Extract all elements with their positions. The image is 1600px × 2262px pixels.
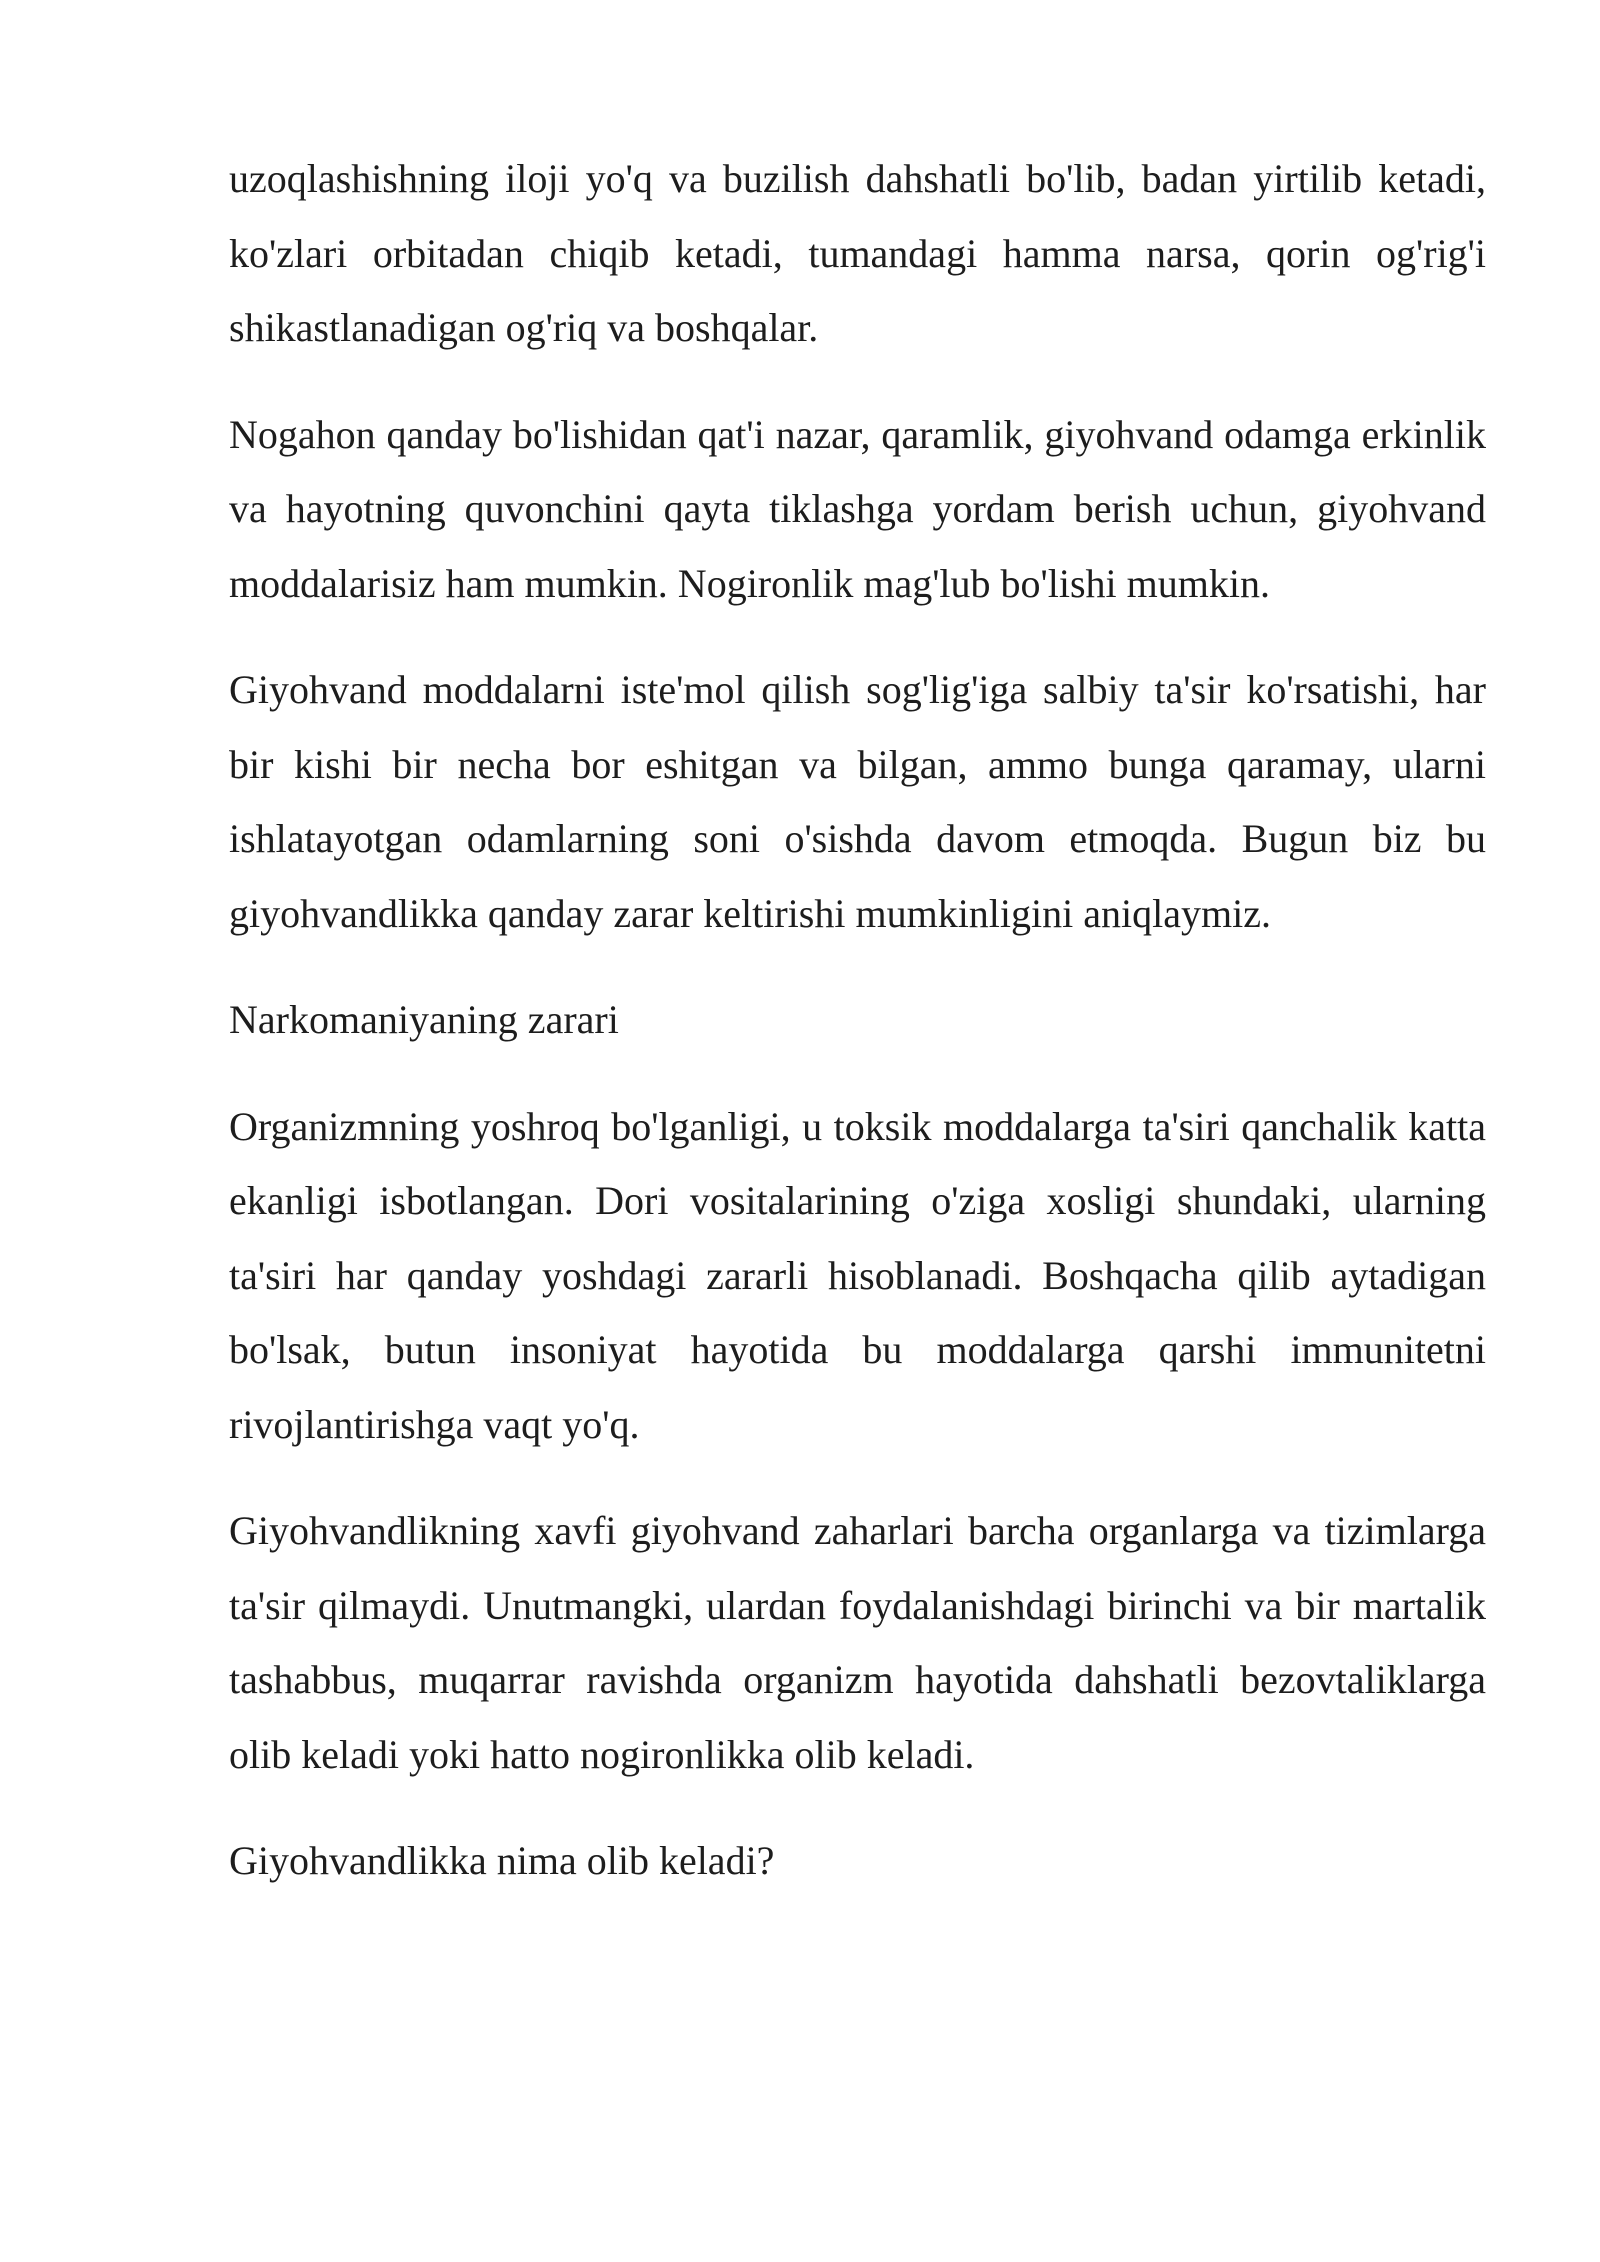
paragraph-organizm: Organizmning yoshroq bo'lganligi, u toksik moddalarga ta'siri qanchalik katta ekanligi isbotlangan. Dori vositalarining o'ziga xosligi shundaki, ularning ta'siri har qanday yoshdagi zararli hisoblanadi. Boshqacha qilib aytadigan bo'lsak, butun insoniyat hayotida bu moddalarga qarshi immunitetni rivojlantirishga vaqt yo'q. [229, 1103, 1486, 1447]
paragraph-continuation: uzoqlashishning iloji yo'q va buzilish dahshatli bo'lib, badan yirtilib ketadi, ko'zlari orbitadan chiqib ketadi, tumandagi hamma narsa, qorin og'rig'i shikastlanadigan og'riq va boshqalar. [229, 156, 1486, 350]
paragraph-giyohvand-moddalar: Giyohvand moddalarni iste'mol qilish sog'lig'iga salbiy ta'sir ko'rsatishi, har bir kishi bir necha bor eshitgan va bilgan, ammo bunga qaramay, ularni ishlatayotgan odamlarning soni o'sishda davom etmoqda. Bugun biz bu giyohvandlikka qanday zarar keltirishi mumkinligini aniqlaymiz. [229, 667, 1486, 936]
section-heading-zarari: Narkomaniyaning zarari [229, 997, 619, 1042]
paragraph-nogironlik: Nogahon qanday bo'lishidan qat'i nazar, qaramlik, giyohvand odamga erkinlik va hayotning quvonchini qayta tiklashga yordam berish uchun, giyohvand moddalarisiz ham mumkin. Nogironlik mag'lub bo'lishi mumkin. [229, 411, 1486, 606]
paragraph-xavf: Giyohvandlikning xavfi giyohvand zaharlari barcha organlarga va tizimlarga ta'sir qilmaydi. Unutmangki, ulardan foydalanishdagi birinchi va bir martalik tashabbus, muqarrar ravishda organizm hayotida dahshatli bezovtaliklarga olib keladi yoki hatto nogironlikka olib keladi. [229, 1508, 1486, 1777]
document-body [229, 142, 1486, 1931]
section-heading-nima-olib-keladi: Giyohvandlikka nima olib keladi? [229, 1838, 775, 1883]
